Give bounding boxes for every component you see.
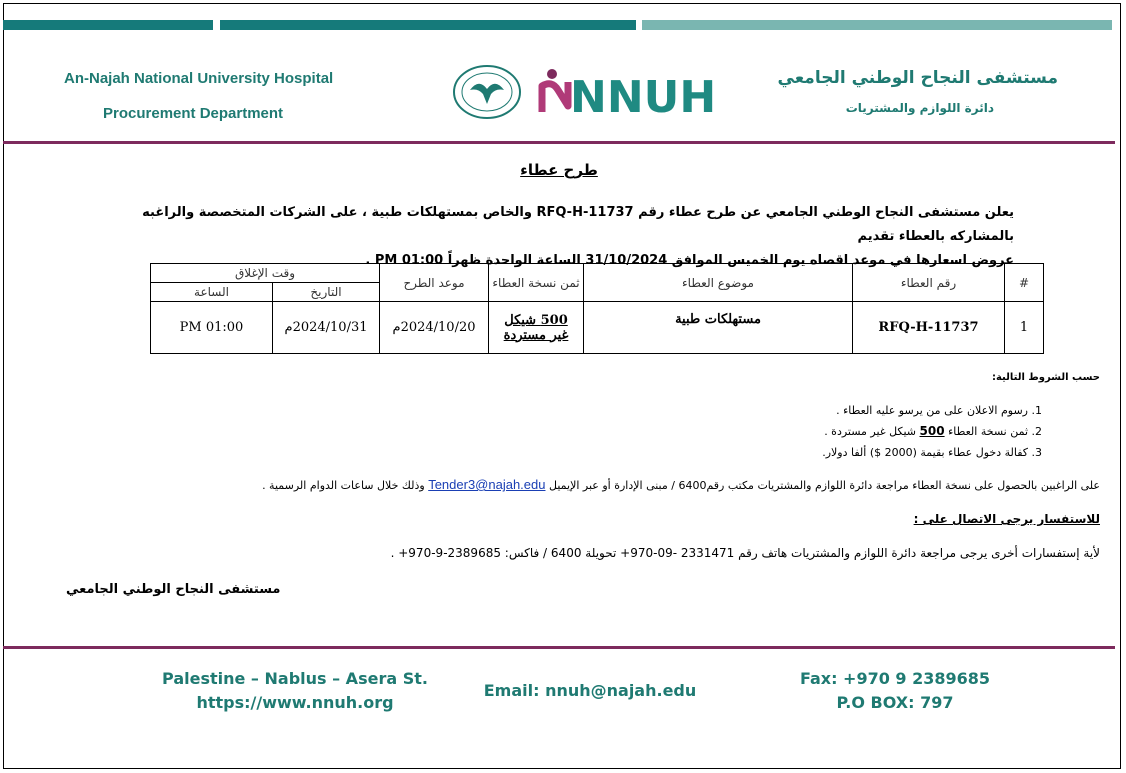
svg-text:NNUH: NNUH bbox=[570, 72, 717, 123]
inquiry-title: للاستفسار يرجى الاتصال على : bbox=[913, 512, 1100, 526]
table-row bbox=[151, 302, 1044, 354]
tender-table bbox=[150, 263, 1044, 354]
header-time: الساعة bbox=[151, 283, 273, 302]
condition-item: 2. ثمن نسخة العطاء 500 شيكل غير مستردة . bbox=[822, 421, 1028, 442]
announcement-line-2: عروض اسعارها في موعد اقصاه يوم الخميس الموافق 31/10/2024 الساعة الواحدة ظهراً 01:00 PM . bbox=[365, 253, 1014, 268]
nnuh-logo bbox=[538, 60, 717, 123]
department-name-en: Procurement Department bbox=[103, 105, 284, 122]
header-divider bbox=[3, 141, 1115, 144]
header-price: ثمن نسخة العطاء bbox=[489, 264, 584, 302]
top-bar-middle bbox=[220, 20, 636, 30]
inquiry-contact: لأية إستفسارات أخرى يرجى مراجعة دائرة اللوازم والمشتريات هاتف رقم 2331471 -09-970+ تحويلة 6400 / فاكس: 2389685-9-970+ . bbox=[390, 546, 1100, 560]
cell-subject: مستهلكات طبية bbox=[584, 302, 853, 354]
cell-closing-time: PM 01:00 bbox=[151, 302, 273, 354]
tender-email-link[interactable]: Tender3@najah.edu bbox=[428, 477, 546, 492]
footer-fax: Fax: +970 9 2389685 bbox=[799, 669, 991, 688]
hospital-name-ar: مستشفى النجاح الوطني الجامعي bbox=[777, 68, 1058, 88]
cell-closing-date: 2024/10/31م bbox=[273, 302, 380, 354]
price-note: غير مستردة bbox=[503, 327, 569, 343]
cell-issue-date: 2024/10/20م bbox=[380, 302, 489, 354]
header-date: التاريخ bbox=[273, 283, 380, 302]
conditions-title: حسب الشروط التالية: bbox=[991, 372, 1100, 383]
cell-num: 1 bbox=[1005, 302, 1044, 354]
header-tender-no: رقم العطاء bbox=[853, 264, 1005, 302]
hospital-name-en: An-Najah National University Hospital bbox=[64, 70, 334, 87]
price-amount: 500 شيكل bbox=[504, 312, 568, 328]
condition-amount: 500 bbox=[919, 424, 945, 438]
footer-email[interactable]: Email: nnuh@najah.edu bbox=[483, 681, 697, 700]
conditions-list bbox=[822, 400, 1050, 463]
table-header-row bbox=[151, 264, 1044, 283]
signature: مستشفى النجاح الوطني الجامعي bbox=[66, 582, 281, 597]
apply-instructions: على الراغبين بالحصول على نسخة العطاء مراجعة دائرة اللوازم والمشتريات مكتب رقم6400 / مبنى الإدارة أو عبر الإيميل Tender3@najah.edu وذلك خلال ساعات الدوام الرسمية . bbox=[262, 477, 1100, 492]
condition-item: 3. كفالة دخول عطاء بقيمة (2000 $) ألفا دولار. bbox=[822, 442, 1028, 463]
cell-price bbox=[489, 302, 584, 354]
cell-tender-no: RFQ-H-11737 bbox=[853, 302, 1005, 354]
footer-address-block bbox=[160, 667, 430, 715]
footer-contact-block bbox=[780, 667, 1010, 715]
header-closing: وقت الإغلاق bbox=[151, 264, 380, 283]
footer-divider bbox=[3, 646, 1115, 649]
top-bar-right bbox=[642, 20, 1112, 30]
top-bar-left bbox=[3, 20, 213, 30]
footer-address: Palestine – Nablus – Asera St. bbox=[162, 669, 428, 688]
footer-pobox: P.O BOX: 797 bbox=[836, 693, 954, 712]
condition-item: 1. رسوم الاعلان على من يرسو عليه العطاء . bbox=[822, 400, 1028, 421]
university-seal-icon bbox=[452, 64, 522, 120]
announcement-line-1: يعلن مستشفى النجاح الوطني الجامعي عن طرح عطاء رقم RFQ-H-11737 والخاص بمستهلكات طبية ، على الشركات المتخصصة والراغبه بالمشاركه بالعطاء تقديم bbox=[142, 205, 1014, 244]
header-issue-date: موعد الطرح bbox=[380, 264, 489, 302]
footer-website[interactable]: https://www.nnuh.org bbox=[196, 693, 394, 712]
header-subject: موضوع العطاء bbox=[584, 264, 853, 302]
header-num: # bbox=[1005, 264, 1044, 302]
page-title: طرح عطاء bbox=[520, 161, 598, 179]
department-name-ar: دائرة اللوازم والمشتريات bbox=[845, 101, 994, 115]
